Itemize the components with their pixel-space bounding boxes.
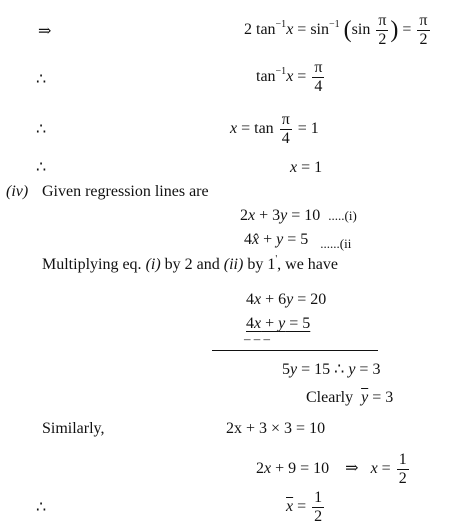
half-fraction-final: $\frac{1}{2}$ bbox=[314, 489, 323, 525]
subtraction-rule bbox=[212, 350, 378, 351]
result-line: 5y = 15 ∴ y = 3 bbox=[282, 361, 381, 378]
equals: = bbox=[297, 21, 307, 39]
equation-line-4: x = 1 bbox=[290, 159, 323, 176]
inner-sin: sin bbox=[351, 21, 371, 39]
lhs-text: 2 tan bbox=[244, 21, 276, 39]
subtract-eq-2: 4x + y = 5 bbox=[246, 315, 311, 332]
regression-eq-2: 4x̂ + y = 5 $_{......(ii}$ bbox=[244, 231, 352, 251]
x-bar: $\overline{x}$ bbox=[286, 498, 294, 516]
sin-text: sin bbox=[310, 21, 329, 39]
equation-line-2: $\tan^{-1}x$ = $\frac{\pi}{4}$ bbox=[256, 59, 323, 95]
y-bar: $\overline{y}$ bbox=[361, 389, 369, 406]
right-paren: ) bbox=[390, 17, 399, 44]
equation-line-1: 2 $\tan^{-1}x = \sin^{-1} (\sin$ $\frac{\pi}{2}$ ) = $\frac{\pi}{2}$ bbox=[244, 12, 428, 48]
equation-line-3: x = tan $\frac{\pi}{4}$ = 1 bbox=[230, 111, 319, 147]
intro-text: Given regression lines are bbox=[42, 183, 209, 200]
half-fraction: $\frac{1}{2}$ bbox=[398, 451, 407, 487]
subtraction-signs: – – – bbox=[244, 331, 270, 346]
var-x: x bbox=[286, 21, 294, 39]
multiply-text: Multiplying eq. (i) by 2 and (ii) by 1', we have bbox=[42, 254, 338, 273]
similarly-label: Similarly, bbox=[42, 420, 105, 437]
pi-over-2-rhs: $\frac{\pi}{2}$ bbox=[419, 12, 428, 48]
subtract-eq-1: 4x + 6y = 20 bbox=[246, 291, 327, 308]
therefore-symbol-4: ∴ bbox=[36, 499, 47, 516]
left-paren: ( bbox=[343, 17, 352, 44]
similarly-equation: 2x + 3 × 3 = 10 bbox=[226, 420, 326, 437]
therefore-symbol-1: ∴ bbox=[36, 71, 47, 88]
part-marker: (iv) bbox=[6, 183, 29, 200]
therefore-symbol-2: ∴ bbox=[36, 121, 47, 138]
pi-over-4-tan: $\frac{\pi}{4}$ bbox=[281, 111, 290, 147]
regression-eq-1: 2x + 3y = 10 .....(i) bbox=[240, 207, 357, 224]
final-line: $\overline{x}$ = $\frac{1}{2}$ bbox=[286, 489, 323, 525]
implies-symbol: ⇒ bbox=[38, 23, 52, 40]
solve-x-line: 2x + 9 = 10 ⇒ x = $\frac{1}{2}$ bbox=[256, 451, 407, 487]
clearly-line: Clearly $\overline{y} = 3$ bbox=[306, 389, 394, 406]
inverse-superscript: −1 bbox=[275, 19, 287, 31]
therefore-symbol-3: ∴ bbox=[36, 159, 47, 176]
pi-over-4: $\frac{\pi}{4}$ bbox=[314, 59, 323, 95]
pi-over-2-inner: $\frac{\pi}{2}$ bbox=[378, 12, 387, 48]
